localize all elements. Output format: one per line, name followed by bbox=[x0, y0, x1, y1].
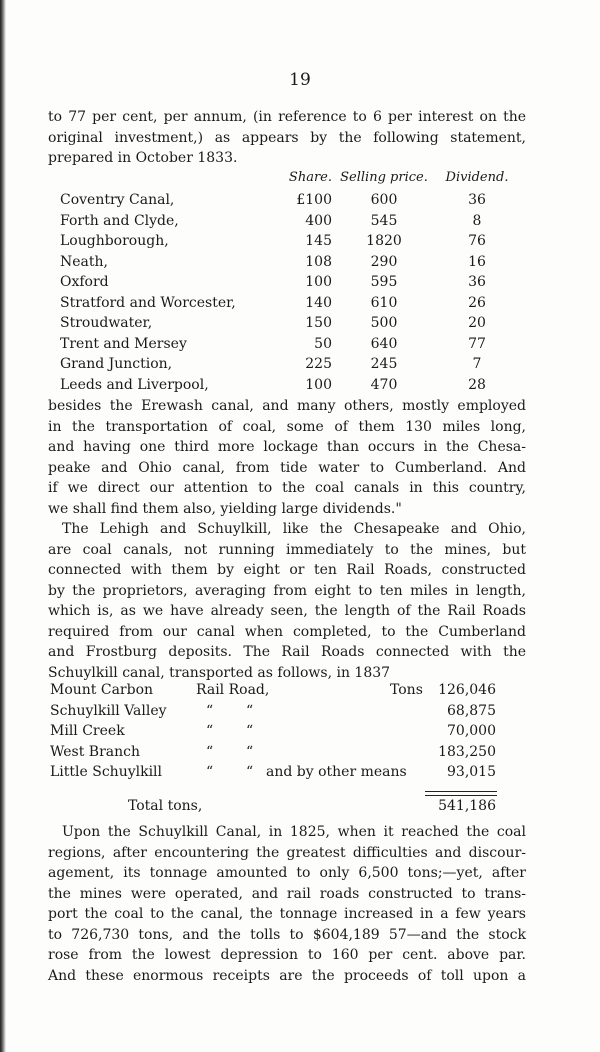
selling-price-value: 600 bbox=[370, 192, 398, 208]
tons-label: Tons bbox=[390, 682, 423, 698]
table-row bbox=[60, 334, 530, 355]
ditto-mark: “ bbox=[206, 702, 214, 719]
text-line: original investment,) as appears by the following statement, bbox=[48, 129, 526, 146]
text-line: to 77 per cent, per annum, (in reference to 6 per interest on the bbox=[48, 109, 526, 125]
dividend-value: 8 bbox=[472, 212, 482, 229]
table-row bbox=[50, 742, 500, 763]
dividend-value: 76 bbox=[468, 233, 486, 249]
share-value: 108 bbox=[305, 253, 332, 270]
dividend-value: 36 bbox=[468, 274, 486, 290]
tons-amount: 70,000 bbox=[447, 723, 496, 739]
table-row bbox=[50, 721, 500, 742]
canal-name: Neath, bbox=[60, 253, 108, 270]
dividend-value: 28 bbox=[468, 376, 486, 393]
table-row bbox=[50, 701, 500, 722]
text-line: rose from the lowest depression to 160 per cent. above par. bbox=[48, 947, 526, 963]
canal-name: Forth and Clyde, bbox=[60, 212, 179, 229]
share-value: 150 bbox=[305, 315, 332, 331]
canal-name: Stratford and Worcester, bbox=[60, 294, 236, 311]
share-value: £100 bbox=[296, 192, 332, 208]
text-line: agement, its tonnage amounted to only 6,500 tons;—yet, after bbox=[48, 865, 526, 881]
ditto-mark: “ bbox=[206, 764, 214, 780]
canal-dividend-table bbox=[60, 170, 530, 395]
ditto-mark: “ bbox=[246, 702, 254, 719]
table-row bbox=[50, 680, 500, 701]
text-line: we shall find them also, yielding large dividends." bbox=[48, 500, 402, 517]
text-line: which is, as we have already seen, the length of the Rail Roads bbox=[48, 603, 526, 619]
tons-amount: 183,250 bbox=[438, 743, 496, 760]
share-value: 225 bbox=[305, 356, 332, 372]
text-line: are coal canals, not running immediately to the mines, but bbox=[48, 541, 526, 558]
rail-road-name: Schuylkill Valley bbox=[50, 702, 167, 719]
text-line: The Lehigh and Schuylkill, like the Chesapeake and Ohio, bbox=[62, 521, 526, 537]
text-line: connected with them by eight or ten Rail Roads, constructed bbox=[48, 562, 526, 578]
tons-amount: 93,015 bbox=[447, 764, 496, 780]
text-line: to 726,730 tons, and the tolls to $604,189 57—and the stock bbox=[48, 926, 526, 943]
rail-road-name: Mount Carbon bbox=[50, 682, 154, 698]
text-line: and having one third more lockage than occurs in the Chesa- bbox=[48, 439, 526, 455]
dividend-value: 36 bbox=[468, 192, 486, 208]
dividend-value: 16 bbox=[468, 253, 486, 270]
selling-price-value: 640 bbox=[370, 335, 398, 352]
selling-price-value: 595 bbox=[370, 274, 398, 290]
share-value: 100 bbox=[305, 376, 332, 393]
rail-road-name: Little Schuylkill bbox=[50, 764, 163, 780]
canal-name: Leeds and Liverpool, bbox=[60, 376, 209, 393]
rail-road-tonnage-table bbox=[50, 680, 500, 783]
selling-price-column-header: Selling price. bbox=[340, 170, 428, 185]
table-row bbox=[60, 354, 530, 375]
ditto-mark: “ bbox=[206, 743, 214, 760]
text-line: peake and Ohio canal, from tide water to Cumberland. And bbox=[48, 459, 526, 476]
selling-price-value: 470 bbox=[370, 376, 398, 393]
table-row bbox=[60, 375, 530, 396]
canal-name: Oxford bbox=[60, 274, 109, 290]
intro-paragraph bbox=[48, 107, 526, 169]
total-rule-line bbox=[425, 795, 497, 796]
table-row bbox=[60, 313, 530, 334]
text-line: Schuylkill canal, transported as follows, in 1837 bbox=[48, 664, 391, 681]
table-row bbox=[60, 272, 530, 293]
canal-name: Trent and Mersey bbox=[60, 335, 187, 352]
table-row bbox=[60, 293, 530, 314]
canal-name: Grand Junction, bbox=[60, 356, 173, 372]
ditto-mark: “ bbox=[246, 723, 254, 739]
text-line: port the coal to the canal, the tonnage increased in a few years bbox=[48, 906, 526, 922]
paragraph-erewash bbox=[48, 396, 526, 519]
tons-amount: 68,875 bbox=[447, 702, 496, 719]
text-line: prepared in October 1833. bbox=[48, 150, 238, 166]
text-line: And these enormous receipts are the proceeds of toll upon a bbox=[48, 967, 526, 984]
selling-price-value: 610 bbox=[370, 294, 398, 311]
page-number: 19 bbox=[289, 70, 311, 90]
share-value: 50 bbox=[314, 335, 332, 352]
extra-note: and by other means bbox=[266, 764, 407, 780]
rail-road-name: West Branch bbox=[50, 743, 140, 760]
selling-price-value: 245 bbox=[370, 356, 398, 372]
text-line: Upon the Schuylkill Canal, in 1825, when it reached the coal bbox=[62, 824, 526, 840]
rail-road-name: Mill Creek bbox=[50, 723, 125, 739]
share-value: 140 bbox=[305, 294, 332, 311]
canal-name: Loughborough, bbox=[60, 233, 169, 249]
table-row bbox=[60, 211, 530, 232]
total-tons-amount: 541,186 bbox=[438, 798, 496, 814]
rail-road-label: Rail Road, bbox=[196, 682, 270, 698]
page-binding-edge bbox=[0, 0, 6, 1052]
canal-name: Stroudwater, bbox=[60, 315, 153, 331]
text-line: regions, after encountering the greatest difficulties and discour- bbox=[48, 844, 526, 861]
table-row bbox=[50, 762, 500, 783]
paragraph-schuylkill-canal bbox=[48, 822, 526, 986]
dividend-value: 77 bbox=[468, 335, 486, 352]
share-value: 100 bbox=[305, 274, 332, 290]
tons-amount: 126,046 bbox=[438, 682, 496, 698]
selling-price-value: 290 bbox=[370, 253, 398, 270]
ditto-mark: “ bbox=[246, 743, 254, 760]
table-row bbox=[60, 252, 530, 273]
total-rule-line bbox=[425, 791, 497, 792]
dividend-column-header: Dividend. bbox=[445, 170, 509, 185]
selling-price-value: 1820 bbox=[366, 233, 402, 249]
dividend-value: 7 bbox=[472, 356, 482, 372]
text-line: required from our canal when completed, to the Cumberland bbox=[48, 623, 526, 640]
table-header bbox=[60, 170, 530, 190]
total-tons-label: Total tons, bbox=[128, 798, 203, 814]
dividend-value: 26 bbox=[468, 294, 486, 311]
table-row bbox=[60, 190, 530, 211]
text-line: and Frostburg deposits. The Rail Roads connected with the bbox=[48, 644, 526, 660]
share-value: 400 bbox=[305, 212, 332, 229]
selling-price-value: 545 bbox=[370, 212, 398, 229]
text-line: the mines were operated, and rail roads constructed to trans- bbox=[48, 885, 526, 902]
text-line: by the proprietors, averaging from eight to ten miles in length, bbox=[48, 582, 526, 599]
ditto-mark: “ bbox=[246, 764, 254, 780]
canal-name: Coventry Canal, bbox=[60, 192, 175, 208]
selling-price-value: 500 bbox=[370, 315, 398, 331]
text-line: in the transportation of coal, some of them 130 miles long, bbox=[48, 418, 526, 435]
dividend-value: 20 bbox=[468, 315, 486, 331]
share-column-header: Share. bbox=[288, 170, 332, 185]
share-value: 145 bbox=[305, 233, 332, 249]
paragraph-lehigh-schuylkill bbox=[48, 519, 526, 683]
text-line: if we direct our attention to the coal canals in this country, bbox=[48, 480, 526, 496]
table-row bbox=[60, 231, 530, 252]
ditto-mark: “ bbox=[206, 723, 214, 739]
text-line: besides the Erewash canal, and many others, mostly employed bbox=[48, 398, 526, 414]
